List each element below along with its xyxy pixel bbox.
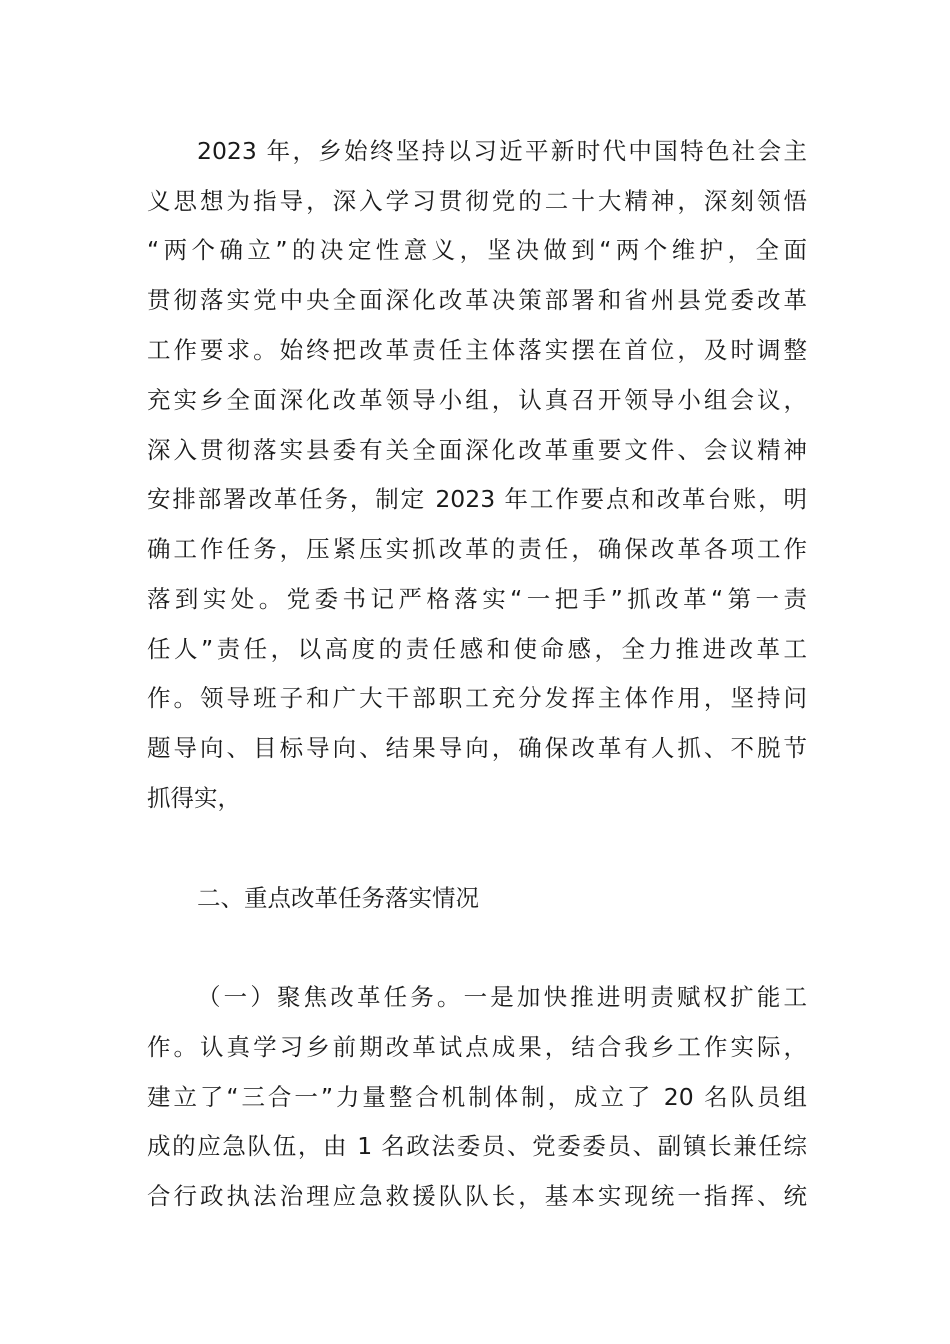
paragraph-1-line-10: 落到实处。党委书记严格落实“一把手”抓改革“第一责 (147, 585, 807, 613)
paragraph-1-line-2: 义思想为指导，深入学习贯彻党的二十大精神，深刻领悟 (147, 187, 807, 215)
paragraph-1-line-13: 题导向、目标导向、结果导向，确保改革有人抓、不脱节 (147, 734, 807, 762)
paragraph-1-line-11: 任人”责任，以高度的责任感和使命感，全力推进改革工 (147, 635, 807, 663)
paragraph-1-line-5: 工作要求。始终把改革责任主体落实摆在首位，及时调整 (147, 336, 807, 364)
paragraph-2-line-3: 建立了“三合一”力量整合机制体制，成立了 20 名队员组 (147, 1083, 807, 1111)
paragraph-1-line-1: 2023 年，乡始终坚持以习近平新时代中国特色社会主 (197, 137, 807, 165)
paragraph-1-line-7: 深入贯彻落实县委有关全面深化改革重要文件、会议精神 (147, 436, 807, 464)
paragraph-2-line-5: 合行政执法治理应急救援队队长，基本实现统一指挥、统 (147, 1182, 807, 1210)
paragraph-1-line-12: 作。领导班子和广大干部职工充分发挥主体作用，坚持问 (147, 684, 807, 712)
paragraph-2-line-1: （一）聚焦改革任务。一是加快推进明责赋权扩能工 (197, 983, 807, 1011)
paragraph-1-line-9: 确工作任务，压紧压实抓改革的责任，确保改革各项工作 (147, 535, 807, 563)
paragraph-1-line-6: 充实乡全面深化改革领导小组，认真召开领导小组会议， (147, 386, 807, 414)
paragraph-2-line-4: 成的应急队伍，由 1 名政法委员、党委委员、副镇长兼任综 (147, 1132, 807, 1160)
paragraph-1-line-14: 抓得实， (147, 784, 241, 812)
paragraph-1-line-4: 贯彻落实党中央全面深化改革决策部署和省州县党委改革 (147, 286, 807, 314)
paragraph-2-line-2: 作。认真学习乡前期改革试点成果，结合我乡工作实际， (147, 1033, 807, 1061)
section-heading: 二、重点改革任务落实情况 (197, 884, 479, 912)
paragraph-1-line-8: 安排部署改革任务，制定 2023 年工作要点和改革台账，明 (147, 485, 807, 513)
paragraph-1-line-3: “两个确立”的决定性意义，坚决做到“两个维护，全面 (147, 236, 807, 264)
